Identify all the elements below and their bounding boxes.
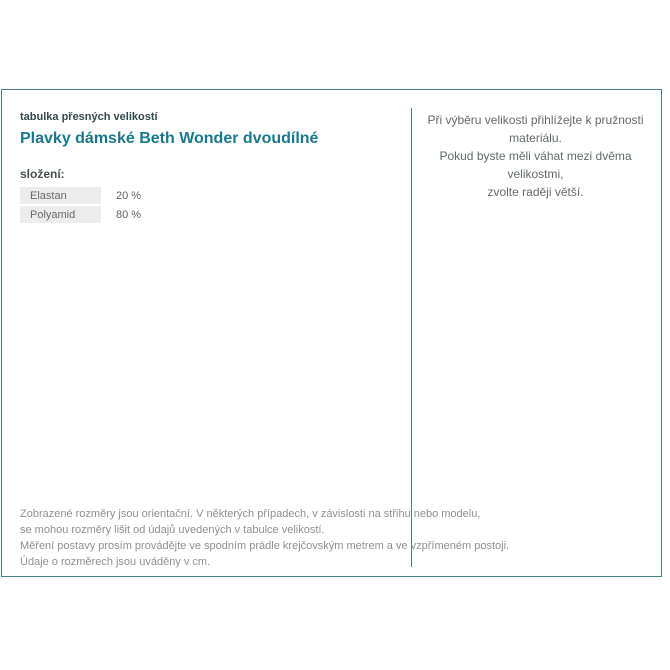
disclaimer — [20, 506, 509, 570]
disclaimer-line: Měření postavy prosím provádějte ve spodním prádle krejčovským metrem a ve vzpřímeném postoji. — [20, 540, 510, 552]
disclaimer-line: se mohou rozměry lišit od údajů uvedených v tabulce velikostí. — [20, 524, 325, 536]
composition-row — [20, 206, 411, 223]
advice-line: Pokud byste měli váhat mezi dvěma velikostmi, — [439, 149, 632, 181]
percent-cell: 20 % — [116, 189, 142, 202]
advice-line: Při výběru velikosti přihlížejte k pružnosti materiálu. — [427, 113, 644, 145]
size-advice — [412, 111, 659, 201]
size-table-dialog — [1, 89, 662, 577]
size-table-title: tabulka přesných velikostí — [20, 111, 158, 123]
product-title: Plavky dámské Beth Wonder dvoudílné — [20, 130, 319, 147]
product-info-column — [2, 90, 411, 225]
disclaimer-line: Údaje o rozměrech jsou uváděny v cm. — [20, 556, 211, 568]
composition-label: složení: — [20, 167, 65, 181]
composition-table — [20, 187, 411, 223]
material-cell: Elastan — [20, 187, 101, 204]
percent-cell: 80 % — [116, 208, 142, 221]
advice-line: zvolte raději větší. — [487, 185, 584, 199]
disclaimer-line: Zobrazené rozměry jsou orientační. V některých případech, v závislosti na střihu nebo modelu, — [20, 508, 481, 520]
composition-row — [20, 187, 411, 204]
material-cell: Polyamid — [20, 206, 101, 223]
